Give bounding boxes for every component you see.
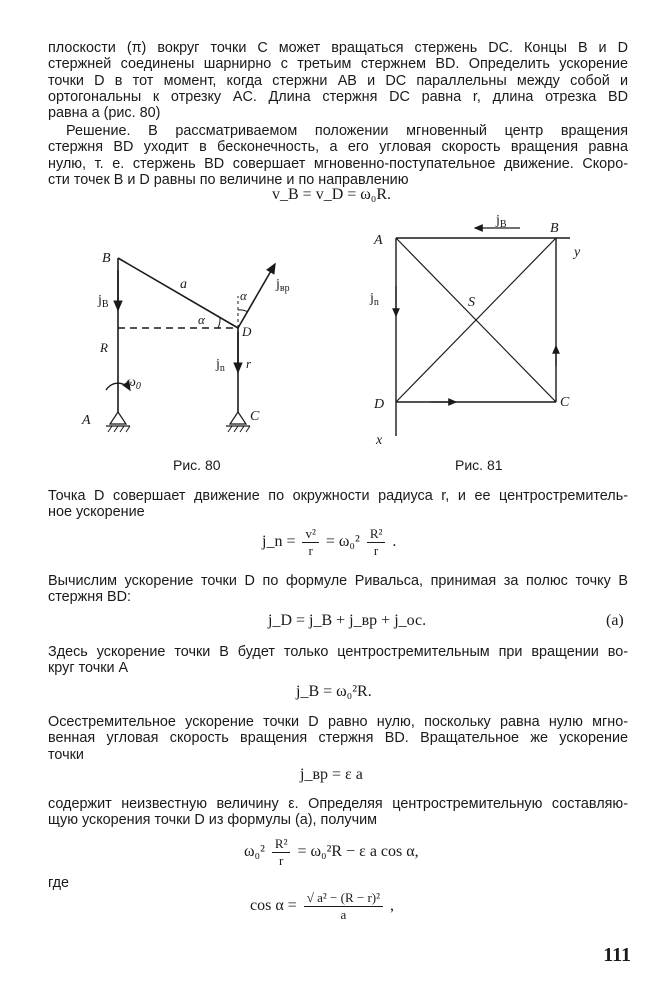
label-S: S (468, 295, 475, 310)
text-line: стержней соединены шарнирно с третьим стержнем BD. Определить ускорение (48, 56, 628, 73)
text-line: Вычислим ускорение точки D по формуле Ривальса, принимая за полюс точку B (48, 573, 628, 589)
equation-jB: j_B = ω₀²R. (296, 683, 372, 700)
text-line: точки (48, 746, 84, 763)
equation-label: (а) (606, 612, 624, 629)
label-omega: $\omega_0$ (126, 375, 141, 392)
figure-80 (70, 240, 310, 440)
label-C: C (560, 395, 570, 410)
equation-jn: j_n = $\frac{\text{v²}}{r}$ = ω₀² $\frac{\text{R²}}{r}$ . (262, 526, 397, 558)
label-A: A (374, 233, 383, 248)
equation-cos: cos α = $\frac{\text{√ a² − (R − r)²}}{a}$ , (250, 890, 395, 922)
text-line: сти точек B и D равны по величине и по направлению (48, 171, 409, 188)
text-line: Точка D совершает движение по окружности радиуса r, и ее центростремитель- (48, 488, 628, 504)
label-jB: $j_B$ (98, 293, 109, 310)
equation-jvr: j_вр = ε a (300, 766, 363, 783)
text-line: Осестремительное ускорение точки D равно нулю, поскольку равна нулю мгно- (48, 714, 628, 730)
label-r: r (246, 356, 252, 371)
text-line: нулю, т. е. стержень BD совершает мгновенно-поступательное движение. Скоро- (48, 155, 628, 172)
label-x: x (376, 433, 383, 446)
equation-final: ω₀² $\frac{\text{R²}}{r}$ = ω₀²R − ε a cos α, (244, 836, 419, 868)
paragraph (48, 573, 628, 606)
text-line: равна a (рис. 80) (48, 105, 161, 122)
caption-fig81: Рис. 81 (455, 457, 503, 473)
label-alpha: α (240, 288, 247, 303)
text-line: круг точки A (48, 660, 129, 677)
label-y: y (574, 245, 581, 260)
label-C: C (250, 409, 260, 424)
text-line: Здесь ускорение точки B будет только центростремительным при вращении во- (48, 644, 628, 660)
label-D: D (374, 397, 385, 412)
label-B: B (550, 221, 559, 236)
text-line: стержня BD: (48, 589, 131, 606)
paragraph (48, 644, 628, 677)
label-R: R (100, 340, 108, 355)
equation-rivals: j_D = j_B + j_вр + j_ос. (268, 612, 427, 629)
text-line: венная угловая скорость вращения стержня BD. Вращательное же ускорение (48, 730, 628, 747)
label-B: B (102, 251, 111, 266)
text-line: Решение. В рассматриваемом положении мгновенный центр вращения (66, 123, 628, 139)
page-number: 111 (603, 944, 631, 966)
text-line: ное ускорение (48, 504, 145, 521)
text-line: где (48, 875, 70, 891)
text-line: стержня BD уходит в бесконечность, а его угловая скорость вращения равна (48, 139, 628, 156)
label-a: a (180, 277, 187, 292)
label-jn: $j_n$ (216, 357, 225, 374)
text-line: точки D в тот момент, когда стержни AB и DC параллельны между собой и (48, 72, 628, 89)
label-jn: $j_n$ (370, 291, 379, 308)
equation-velocity: v_B = v_D = ω₀R. (272, 186, 392, 203)
paragraph-solution (48, 123, 628, 188)
text-line: содержит неизвестную величину ε. Определяя центростремительную составляю- (48, 796, 628, 812)
label-A: A (82, 413, 91, 428)
label-alpha: α (198, 312, 205, 327)
paragraph (48, 796, 628, 829)
paragraph (48, 714, 628, 763)
text-line: плоскости (π) вокруг точки C может вращаться стержень DC. Концы B и D (48, 40, 628, 56)
text-line: щую ускорения точки D из формулы (а), получим (48, 812, 378, 829)
figure-81 (360, 206, 600, 446)
label-jvr: $j_{вр}$ (276, 277, 290, 294)
paragraph-where (48, 875, 88, 891)
paragraph (48, 488, 628, 521)
text-line: ортогональны к отрезку AC. Длина стержня DC равна r, длина отрезка BD (48, 88, 628, 105)
label-D: D (242, 324, 252, 339)
label-jB: $j_B$ (496, 213, 507, 230)
paragraph-problem (48, 40, 628, 121)
caption-fig80: Рис. 80 (173, 457, 221, 473)
